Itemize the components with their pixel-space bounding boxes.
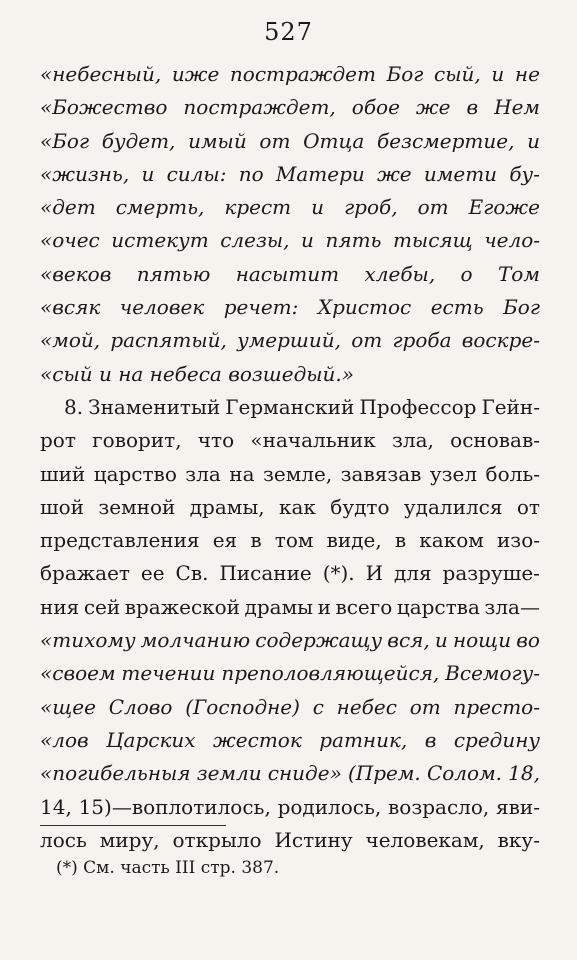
text-line: «мой, распятый, умерший, от гроба воскре-: [40, 328, 540, 353]
footnote-divider: [40, 825, 226, 826]
text-line: «дет смерть, крест и гроб, от Егоже: [40, 195, 540, 220]
text-line: бражает ее Св. Писание (*). И для разруше-: [40, 561, 540, 586]
text-line: «тихому молчанию содержащу вся, и нощи во: [40, 628, 540, 653]
text-line: ший царство зла на земле, завязав узел боль-: [40, 461, 540, 486]
text-line: 8. Знаменитый Германский Профессор Гейн-: [64, 394, 540, 419]
footnote: (*) См. часть III стр. 387.: [56, 858, 280, 878]
text-line: «Бог будет, имый от Отца безсмертие, и: [40, 128, 540, 153]
text-line: «погибельныя земли сниде» (Прем. Солом. 18,: [40, 761, 540, 786]
text-line: 14, 15)—воплотилось, родилось, возрасло, яви-: [40, 794, 540, 819]
text-line: ния сей вражеской драмы и всего царства зла—: [40, 594, 540, 619]
text-line: «своем течении преполовляющейся, Всемогу-: [40, 661, 540, 686]
text-line: «сый и на небеса возшедый.»: [40, 361, 355, 386]
text-line: «очес истекут слезы, и пять тысящ чело-: [40, 228, 540, 253]
text-line: «Божество постраждет, обое же в Нем: [40, 95, 540, 120]
text-line: «жизнь, и силы: по Матери же имети бу-: [40, 161, 540, 186]
text-line: «всяк человек речет: Христос есть Бог: [40, 295, 540, 320]
text-line: «лов Царских жесток ратник, в средину: [40, 727, 540, 752]
text-line: шой земной драмы, как будто удалился от: [40, 494, 540, 519]
text-line: «веков пятью насытит хлебы, о Том: [40, 261, 540, 286]
page-number: 527: [264, 18, 313, 46]
text-line: «щее Слово (Господне) с небес от престо-: [40, 694, 540, 719]
text-line: лось миру, открыло Истину человекам, вку-: [40, 827, 540, 852]
text-line: представления ея в том виде, в каком изо-: [40, 528, 540, 553]
text-line: рот говорит, что «начальник зла, основав-: [40, 428, 540, 453]
text-line: «небесный, иже постраждет Бог сый, и не: [40, 62, 540, 86]
body-text: [40, 58, 540, 857]
